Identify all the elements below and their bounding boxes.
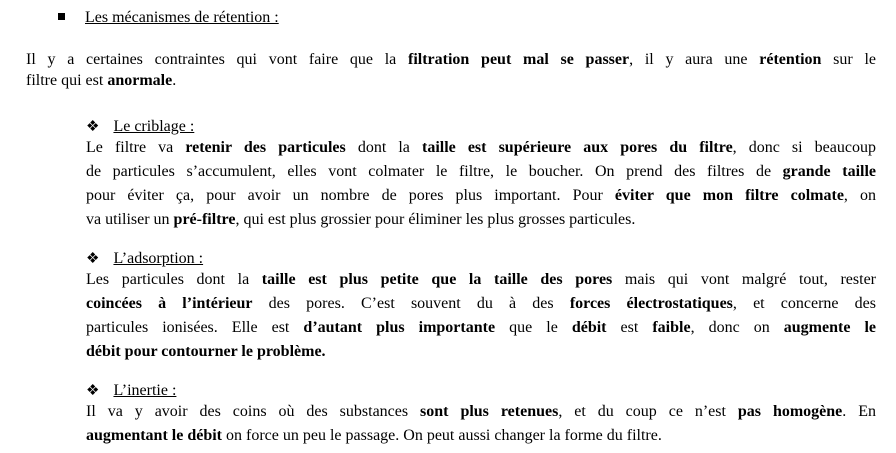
- adsorption-heading: ❖ L’adsorption :: [86, 250, 204, 267]
- square-bullet-icon: [58, 13, 65, 20]
- inertie-heading: ❖ L’inertie :: [86, 382, 177, 399]
- diamond-bullet-icon: ❖: [86, 383, 100, 399]
- intro-line-1: Il y a certaines contraintes qui vont faire que la filtration peut mal se passer, il y aura une rétention sur le: [26, 51, 877, 68]
- adsorption-line-3: particules ionisées. Elle est d’autant plus importante que le débit est faible, donc on augmente le: [86, 319, 877, 336]
- heading-label: Les mécanismes de rétention :: [85, 9, 279, 26]
- diamond-bullet-icon: ❖: [86, 119, 100, 135]
- diamond-bullet-icon: ❖: [86, 251, 100, 267]
- inertie-line-1: Il va y avoir des coins où des substances sont plus retenues, et du coup ce n’est pas homogène. En: [86, 403, 876, 420]
- adsorption-line-2: coincées à l’intérieur des pores. C’est souvent du à des forces électrostatiques, et concerne des: [86, 295, 877, 312]
- inertie-line-2: augmentant le débit on force un peu le passage. On peut aussi changer la forme du filtre.: [86, 427, 662, 444]
- adsorption-line-4: débit pour contourner le problème.: [86, 343, 326, 360]
- adsorption-line-1: Les particules dont la taille est plus petite que la taille des pores mais qui vont malgré tout, rester: [86, 271, 876, 288]
- criblage-line-1: Le filtre va retenir des particules dont la taille est supérieure aux pores du filtre, donc si beaucoup: [86, 139, 876, 156]
- section-heading: [58, 8, 279, 28]
- criblage-line-2: de particules s’accumulent, elles vont colmater le filtre, le boucher. On prend des filtres de grande taille: [86, 163, 877, 180]
- criblage-line-4: va utiliser un pré-filtre, qui est plus grossier pour éliminer les plus grosses particules.: [86, 211, 636, 228]
- criblage-line-3: pour éviter ça, pour avoir un nombre de pores plus important. Pour éviter que mon filtre colmate, on: [86, 187, 877, 204]
- intro-line-2: filtre qui est anormale.: [26, 72, 177, 89]
- criblage-heading: ❖ Le criblage :: [86, 118, 195, 135]
